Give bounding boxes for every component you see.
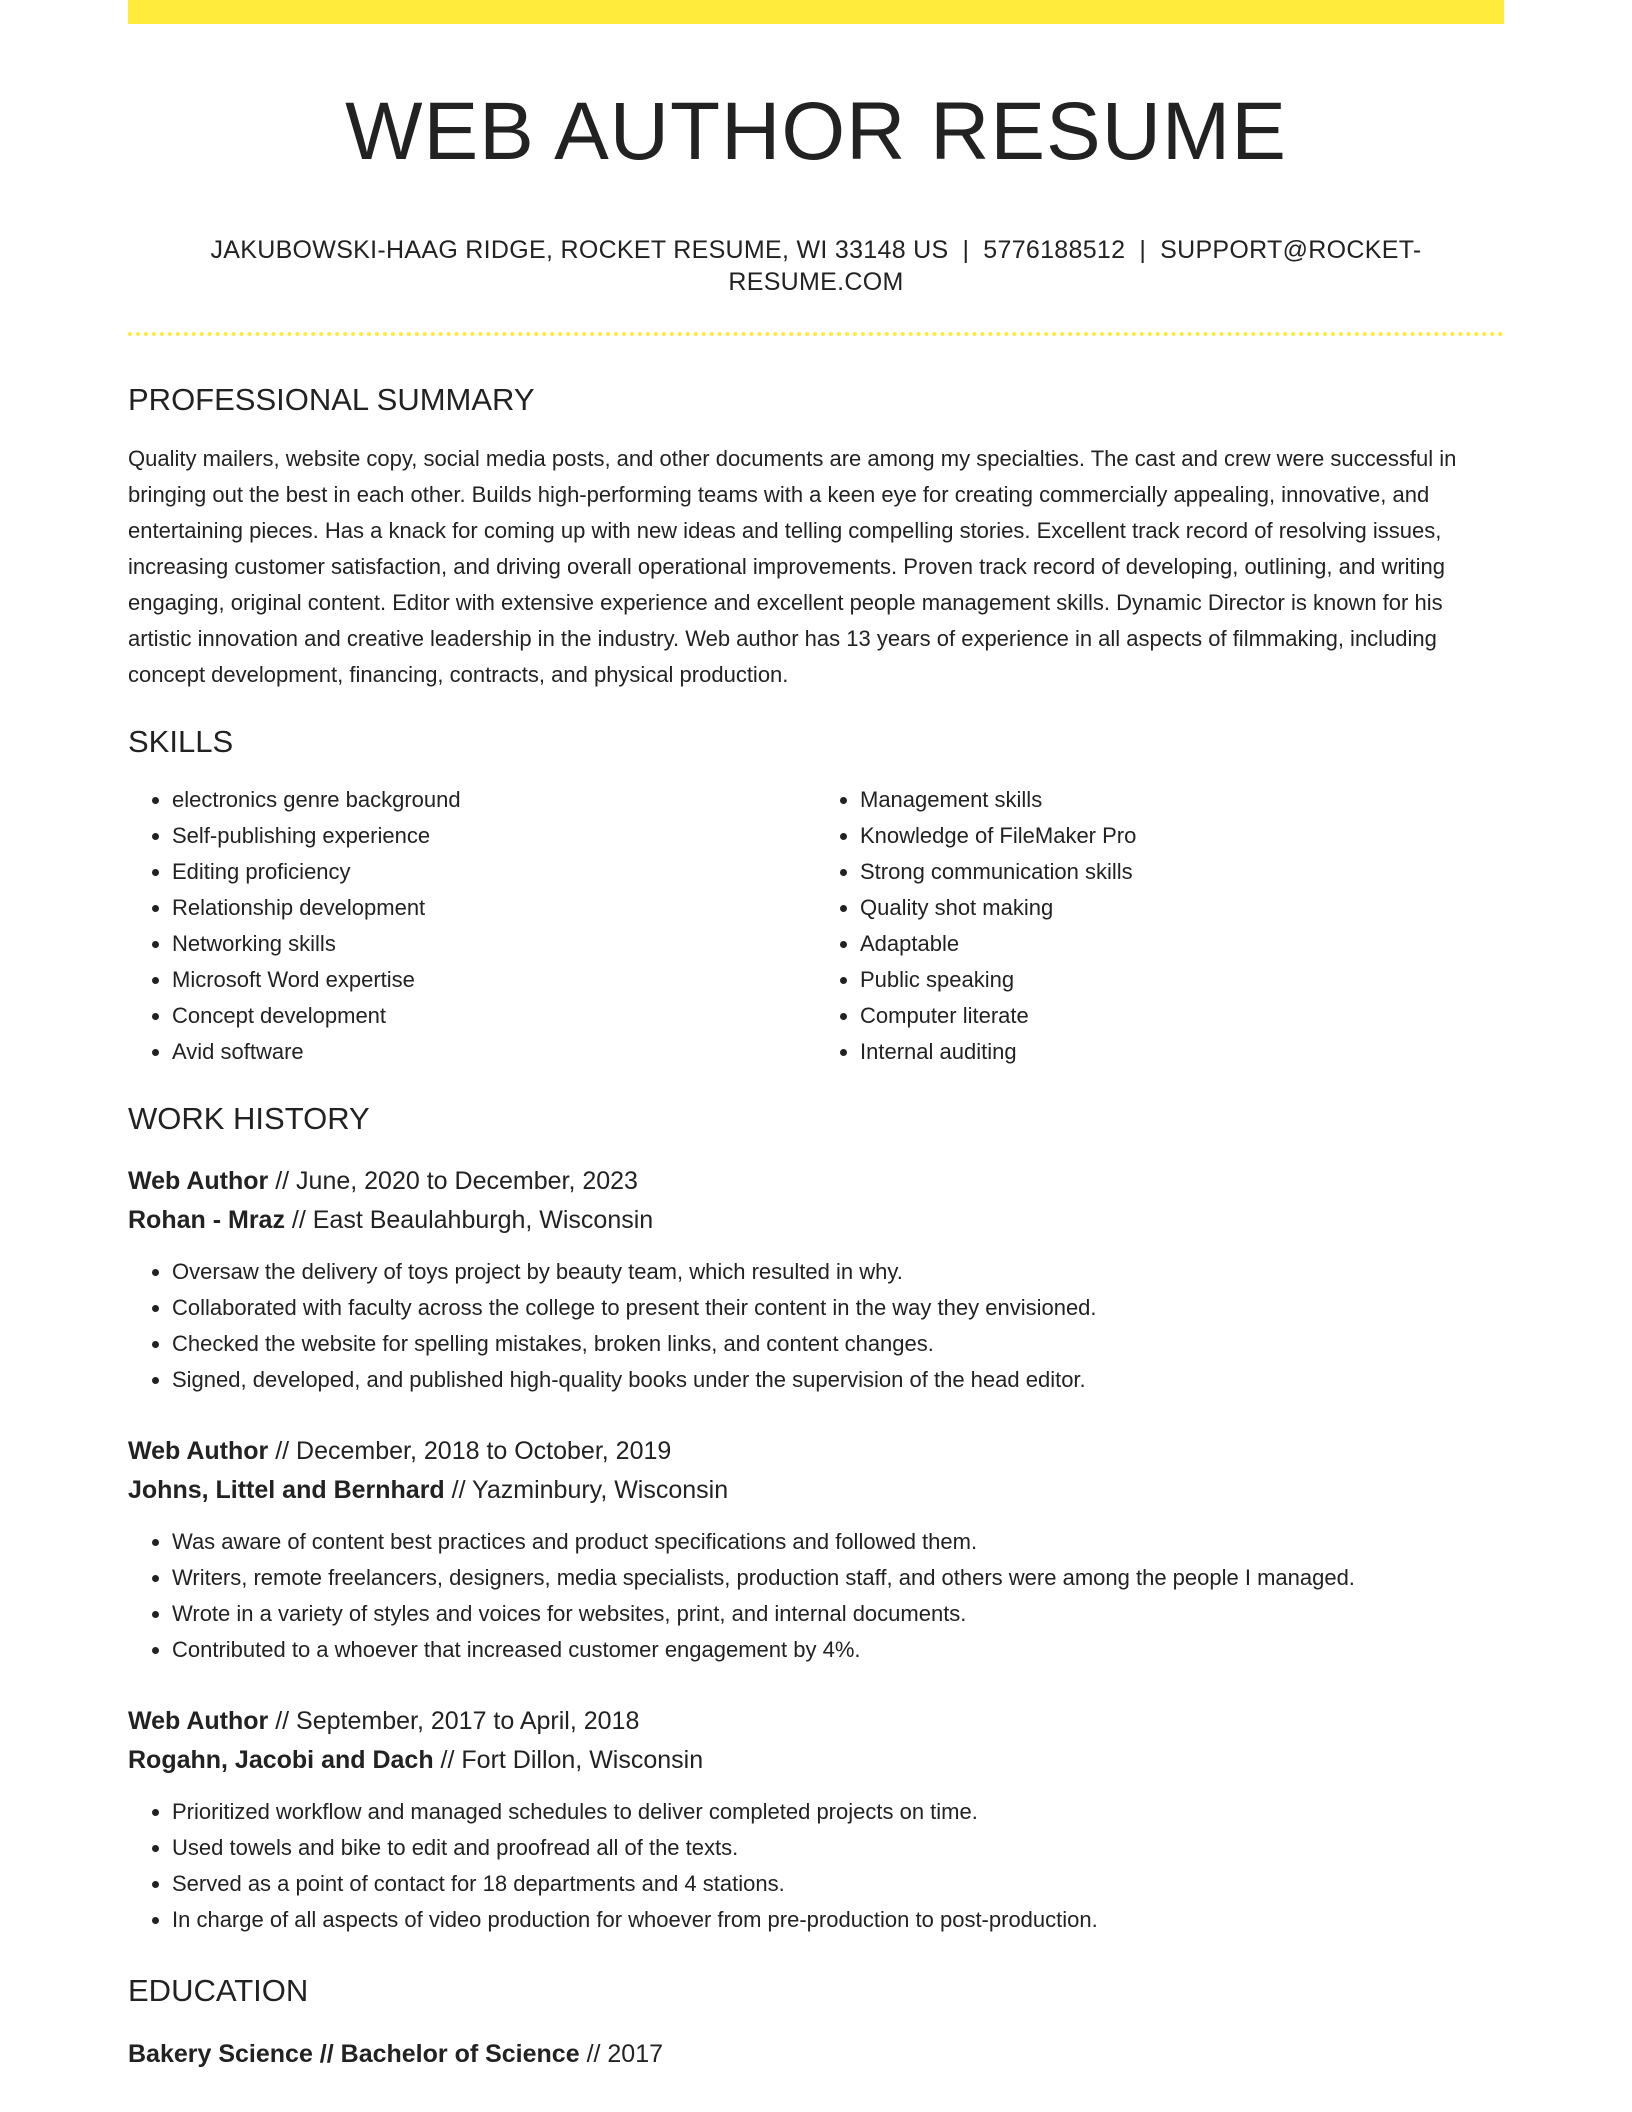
- skills-heading: SKILLS: [128, 724, 234, 759]
- contact-email: SUPPORT@ROCKET-RESUME.COM: [728, 236, 1422, 296]
- education-degree: Bakery Science // Bachelor of Science: [128, 2040, 580, 2068]
- contact-line: [128, 234, 1504, 298]
- job-bullet: • Signed, developed, and published high-quality books under the supervision of the head editor.: [172, 1362, 1504, 1398]
- job-title: Web Author: [128, 1707, 269, 1735]
- skill-item: • Public speaking: [860, 962, 1504, 998]
- job-bullet: • Collaborated with faculty across the college to present their content in the way they envisioned.: [172, 1290, 1504, 1326]
- job-title-line: [128, 1162, 1504, 1201]
- job-bullet: • Oversaw the delivery of toys project by beauty team, which resulted in why.: [172, 1254, 1504, 1290]
- job-dates: // September, 2017 to April, 2018: [268, 1707, 640, 1735]
- job-company: Rogahn, Jacobi and Dach: [128, 1746, 434, 1774]
- job-entry: [128, 1702, 1504, 1938]
- education-heading: EDUCATION: [128, 1973, 309, 2008]
- job-bullet: • Prioritized workflow and managed schedules to deliver completed projects on time.: [172, 1794, 1504, 1830]
- work-history-heading: WORK HISTORY: [128, 1101, 370, 1136]
- job-title-line: [128, 1432, 1504, 1471]
- job-dates: // June, 2020 to December, 2023: [268, 1167, 638, 1195]
- job-title: Web Author: [128, 1437, 269, 1465]
- job-company: Rohan - Mraz: [128, 1206, 285, 1234]
- skill-item: • Microsoft Word expertise: [172, 962, 816, 998]
- skill-item: • Networking skills: [172, 926, 816, 962]
- dotted-divider: [128, 332, 1504, 336]
- contact-separator: |: [962, 236, 970, 264]
- skill-item: • Avid software: [172, 1034, 816, 1070]
- job-company-line: [128, 1201, 1504, 1240]
- job-bullet: • Writers, remote freelancers, designers, media specialists, production staff, and others were among the people I managed.: [172, 1560, 1504, 1596]
- skills-list-left: [128, 782, 816, 1070]
- skill-item: • Self-publishing experience: [172, 818, 816, 854]
- job-title: Web Author: [128, 1167, 269, 1195]
- education-year: // 2017: [579, 2040, 664, 2068]
- skill-item: • electronics genre background: [172, 782, 816, 818]
- job-bullets: [128, 1254, 1504, 1398]
- job-entry: [128, 1432, 1504, 1668]
- job-bullets: [128, 1794, 1504, 1938]
- job-location: // Fort Dillon, Wisconsin: [433, 1746, 704, 1774]
- resume-title: WEB AUTHOR RESUME: [345, 86, 1287, 177]
- job-bullet: • Wrote in a variety of styles and voices for websites, print, and internal documents.: [172, 1596, 1504, 1632]
- skill-item: • Concept development: [172, 998, 816, 1034]
- job-location: // East Beaulahburgh, Wisconsin: [284, 1206, 654, 1234]
- job-bullet: • Was aware of content best practices and product specifications and followed them.: [172, 1524, 1504, 1560]
- job-company-line: [128, 1741, 1504, 1780]
- job-bullet: • Used towels and bike to edit and proofread all of the texts.: [172, 1830, 1504, 1866]
- job-bullets: [128, 1524, 1504, 1668]
- job-title-line: [128, 1702, 1504, 1741]
- job-bullet: • Contributed to a whoever that increased customer engagement by 4%.: [172, 1632, 1504, 1668]
- contact-separator: |: [1139, 236, 1147, 264]
- summary-heading: PROFESSIONAL SUMMARY: [128, 382, 535, 417]
- job-dates: // December, 2018 to October, 2019: [268, 1437, 672, 1465]
- job-company: Johns, Littel and Bernhard: [128, 1476, 445, 1504]
- job-bullet: • In charge of all aspects of video production for whoever from pre-production to post-production.: [172, 1902, 1504, 1938]
- skill-item: • Adaptable: [860, 926, 1504, 962]
- skill-item: • Relationship development: [172, 890, 816, 926]
- skill-item: • Internal auditing: [860, 1034, 1504, 1070]
- skill-item: • Quality shot making: [860, 890, 1504, 926]
- skills-list-right: [816, 782, 1504, 1070]
- skill-item: • Management skills: [860, 782, 1504, 818]
- education-entry: [128, 2035, 1504, 2074]
- contact-phone: 5776188512: [983, 236, 1126, 264]
- resume-page: [128, 0, 1504, 2074]
- job-company-line: [128, 1471, 1504, 1510]
- skill-item: • Strong communication skills: [860, 854, 1504, 890]
- contact-address: JAKUBOWSKI-HAAG RIDGE, ROCKET RESUME, WI 33148 US: [210, 236, 949, 264]
- job-bullet: • Checked the website for spelling mistakes, broken links, and content changes.: [172, 1326, 1504, 1362]
- summary-text: Quality mailers, website copy, social media posts, and other documents are among my specialties. The cast and crew were successful in bringing out the best in each other. Builds high-performing teams with a keen eye for creating commercially appealing, innovative, and entertaining pieces. Has a knack for coming up with new ideas and telling compelling stories. Excellent track record of resolving issues, increasing customer satisfaction, and driving overall operational improvements. Proven track record of developing, outlining, and writing engaging, original content. Editor with extensive experience and excellent people management skills. Dynamic Director is known for his artistic innovation and creative leadership in the industry. Web author has 13 years of experience in all aspects of filmmaking, including concept development, financing, contracts, and physical production.: [128, 446, 1457, 687]
- job-location: // Yazminbury, Wisconsin: [444, 1476, 729, 1504]
- skills-columns: [128, 782, 1504, 1070]
- job-bullet: • Served as a point of contact for 18 departments and 4 stations.: [172, 1866, 1504, 1902]
- accent-top-bar: [128, 0, 1504, 24]
- skill-item: • Editing proficiency: [172, 854, 816, 890]
- job-entry: [128, 1162, 1504, 1398]
- skill-item: • Computer literate: [860, 998, 1504, 1034]
- skill-item: • Knowledge of FileMaker Pro: [860, 818, 1504, 854]
